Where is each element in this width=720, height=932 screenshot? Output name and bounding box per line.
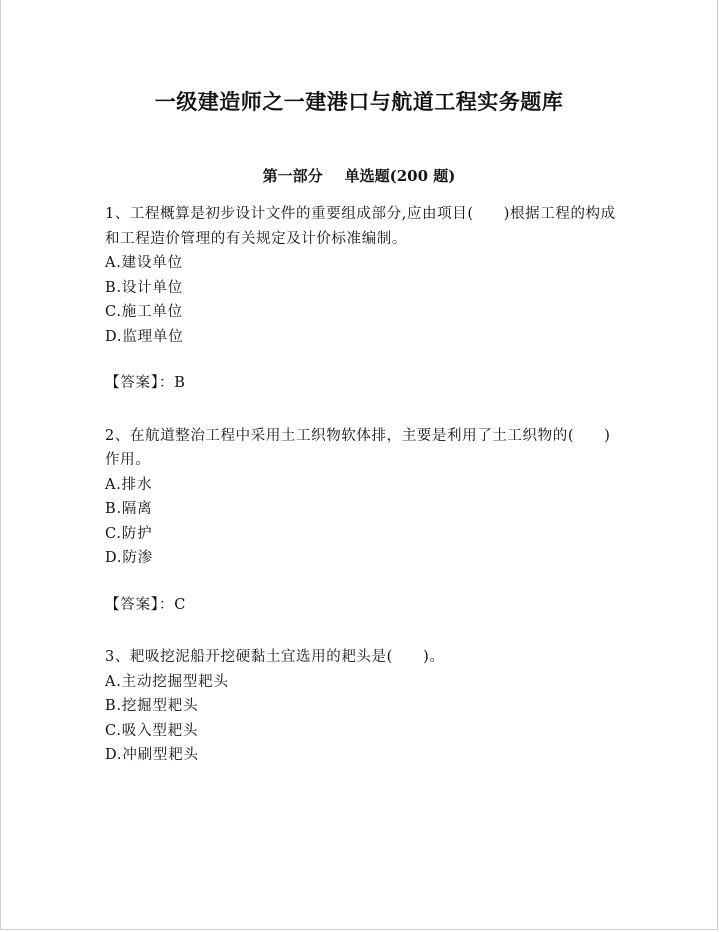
option-b: B.隔离 <box>105 501 153 517</box>
option-c: C.施工单位 <box>105 304 183 320</box>
option-b: B.挖掘型耙头 <box>105 698 199 714</box>
question-text: 2、在航道整治工程中采用土工织物软体排，主要是利用了土工织物的( )作用。 <box>105 427 611 468</box>
option-d: D.冲刷型耙头 <box>105 747 199 763</box>
document-title: 一级建造师之一建港口与航道工程实务题库 <box>154 89 564 114</box>
option-b: B.设计单位 <box>105 279 184 296</box>
question-text: 3、耙吸挖泥船开挖硬黏土宜选用的耙头是( )。 <box>105 649 445 665</box>
answer-label: 【答案】：B <box>105 375 186 391</box>
question-list <box>105 200 625 768</box>
question-2 <box>105 424 625 618</box>
section-part: 第一部分 <box>262 167 323 185</box>
option-list <box>105 473 625 571</box>
option-c: C.防护 <box>105 525 153 542</box>
option-d: D.防渗 <box>105 550 153 566</box>
option-list <box>105 251 625 349</box>
section-type: 单选题(200 题) <box>344 167 456 185</box>
question-1 <box>105 202 625 396</box>
option-a: A.主动挖掘型耙头 <box>105 673 229 690</box>
option-c: C.吸入型耙头 <box>105 722 199 739</box>
section-heading <box>1 165 717 186</box>
question-text: 1、工程概算是初步设计文件的重要组成部分,应由项目( )根据工程的构成和工程造价管理的有关规定及计价标准编制。 <box>105 206 616 247</box>
option-a: A.排水 <box>105 476 153 493</box>
option-a: A.建设单位 <box>105 255 183 271</box>
option-d: D.监理单位 <box>105 328 184 345</box>
answer-label: 【答案】：C <box>105 596 187 613</box>
question-3 <box>105 645 625 768</box>
option-list <box>105 670 625 768</box>
